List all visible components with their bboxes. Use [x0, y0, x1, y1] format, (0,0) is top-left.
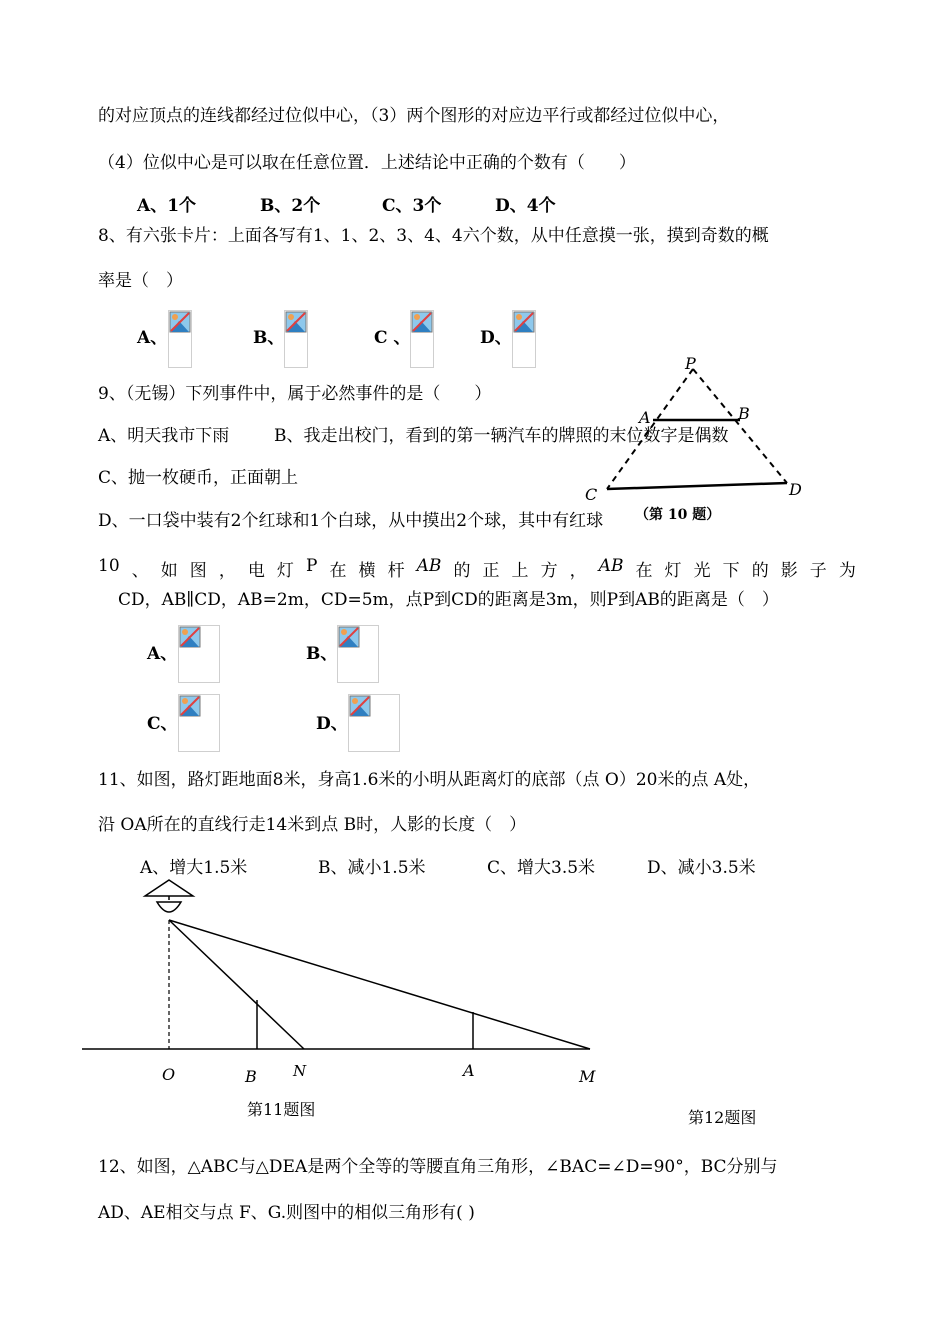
q10-image-a [178, 625, 220, 683]
q7-option-a: A、1个 [137, 196, 197, 216]
q10-image-b [337, 625, 379, 683]
fig10-label-c: C [585, 485, 598, 504]
q10-label-d: D、 [316, 714, 348, 734]
q10-label-c: C、 [147, 714, 178, 734]
fig10-pc-line [607, 369, 693, 489]
lamp-shade-icon [145, 880, 193, 896]
q7-option-b: B、2个 [260, 196, 321, 216]
broken-image-icon [179, 626, 201, 648]
q11-option-d: D、减小3.5米 [647, 858, 756, 878]
q7-line-1: 的对应顶点的连线都经过位似中心，（3）两个图形的对应边平行或都经过位似中心， [98, 106, 730, 126]
ray-to-n [169, 920, 304, 1049]
q11-option-a: A、增大1.5米 [140, 858, 248, 878]
broken-image-icon [285, 311, 307, 333]
fig10-label-d: D [789, 480, 802, 499]
fig10-label-a: A [639, 408, 651, 427]
broken-image-icon [513, 311, 535, 333]
fig11-label-a: A [463, 1061, 475, 1080]
q10-line-1: 10 、 如 图 ， 电 灯 P 在 横 杆 AB 的 正 上 方 ， AB 在 灯 光 下 的 影 子 为 [98, 556, 856, 581]
fig10-label-p: P [685, 355, 696, 373]
broken-image-icon [349, 695, 371, 717]
figure-10 [575, 355, 815, 530]
q12-line-2: AD、AE相交与点 F、G.则图中的相似三角形有( ) [98, 1203, 475, 1223]
q11-line-1: 11、如图，路灯距地面8米，身高1.6米的小明从距离灯的底部（点 O）20米的点 A处， [98, 770, 761, 790]
q8-image-b [284, 310, 308, 368]
q8-label-c: C 、 [374, 328, 411, 348]
q8-image-a [168, 310, 192, 368]
q7-option-c: C、3个 [382, 196, 442, 216]
q10-image-d [348, 694, 400, 752]
q8-line-1: 8、有六张卡片：上面各写有1、1、2、3、4、4六个数，从中任意摸一张，摸到奇数的概 [98, 226, 769, 246]
q11-option-c: C、增大3.5米 [487, 858, 596, 878]
broken-image-icon [179, 695, 201, 717]
q11-option-b: B、减小1.5米 [318, 858, 426, 878]
q9-option-d: D、一口袋中装有2个红球和1个白球，从中摸出2个球，其中有红球 [98, 511, 604, 531]
figure-11 [75, 878, 635, 1098]
fig10-label-b: B [738, 404, 750, 423]
q7-option-d: D、4个 [495, 196, 556, 216]
q12-line-1: 12、如图，△ABC与△DEA是两个全等的等腰直角三角形，∠BAC=∠D=90°，BC分别与 [98, 1157, 778, 1177]
fig11-caption: 第11题图 [247, 1100, 316, 1119]
q8-image-c [410, 310, 434, 368]
q8-label-b: B、 [253, 328, 285, 348]
q8-label-d: D、 [480, 328, 512, 348]
broken-image-icon [338, 626, 360, 648]
q7-line-2: （4）位似中心是可以取在任意位置．上述结论中正确的个数有（ ） [98, 153, 636, 173]
q8-label-a: A、 [137, 328, 168, 348]
q10-line-2: CD，AB∥CD，AB=2m，CD=5m，点P到CD的距离是3m，则P到AB的距离是（ ） [118, 590, 779, 610]
ray-to-m [169, 920, 590, 1049]
q10-image-c [178, 694, 220, 752]
q8-line-2: 率是（ ） [98, 271, 183, 291]
fig10-caption: （第 10 题） [635, 507, 721, 523]
q8-image-d [512, 310, 536, 368]
fig11-label-m: M [579, 1067, 596, 1086]
broken-image-icon [411, 311, 433, 333]
fig11-label-b: B [245, 1067, 257, 1086]
q9-option-a: A、明天我市下雨 [98, 426, 230, 446]
fig10-pd-line [693, 369, 787, 483]
q9-option-b: B、我走出校门，看到的第一辆汽车的牌照的末位数字是偶数 [274, 426, 729, 446]
q9-option-c: C、抛一枚硬币，正面朝上 [98, 468, 299, 488]
q10-label-a: A、 [147, 644, 178, 664]
q11-line-2: 沿 OA所在的直线行走14米到点 B时，人影的长度（ ） [98, 815, 527, 835]
lamp-bulb-icon [157, 902, 181, 912]
fig11-label-o: O [162, 1065, 176, 1084]
q10-label-b: B、 [306, 644, 338, 664]
broken-image-icon [169, 311, 191, 333]
fig10-cd-shadow [607, 483, 787, 489]
fig12-caption: 第12题图 [688, 1108, 757, 1127]
q9-title: 9、（无锡）下列事件中，属于必然事件的是（ ） [98, 384, 492, 404]
fig11-label-n: N [293, 1062, 307, 1080]
